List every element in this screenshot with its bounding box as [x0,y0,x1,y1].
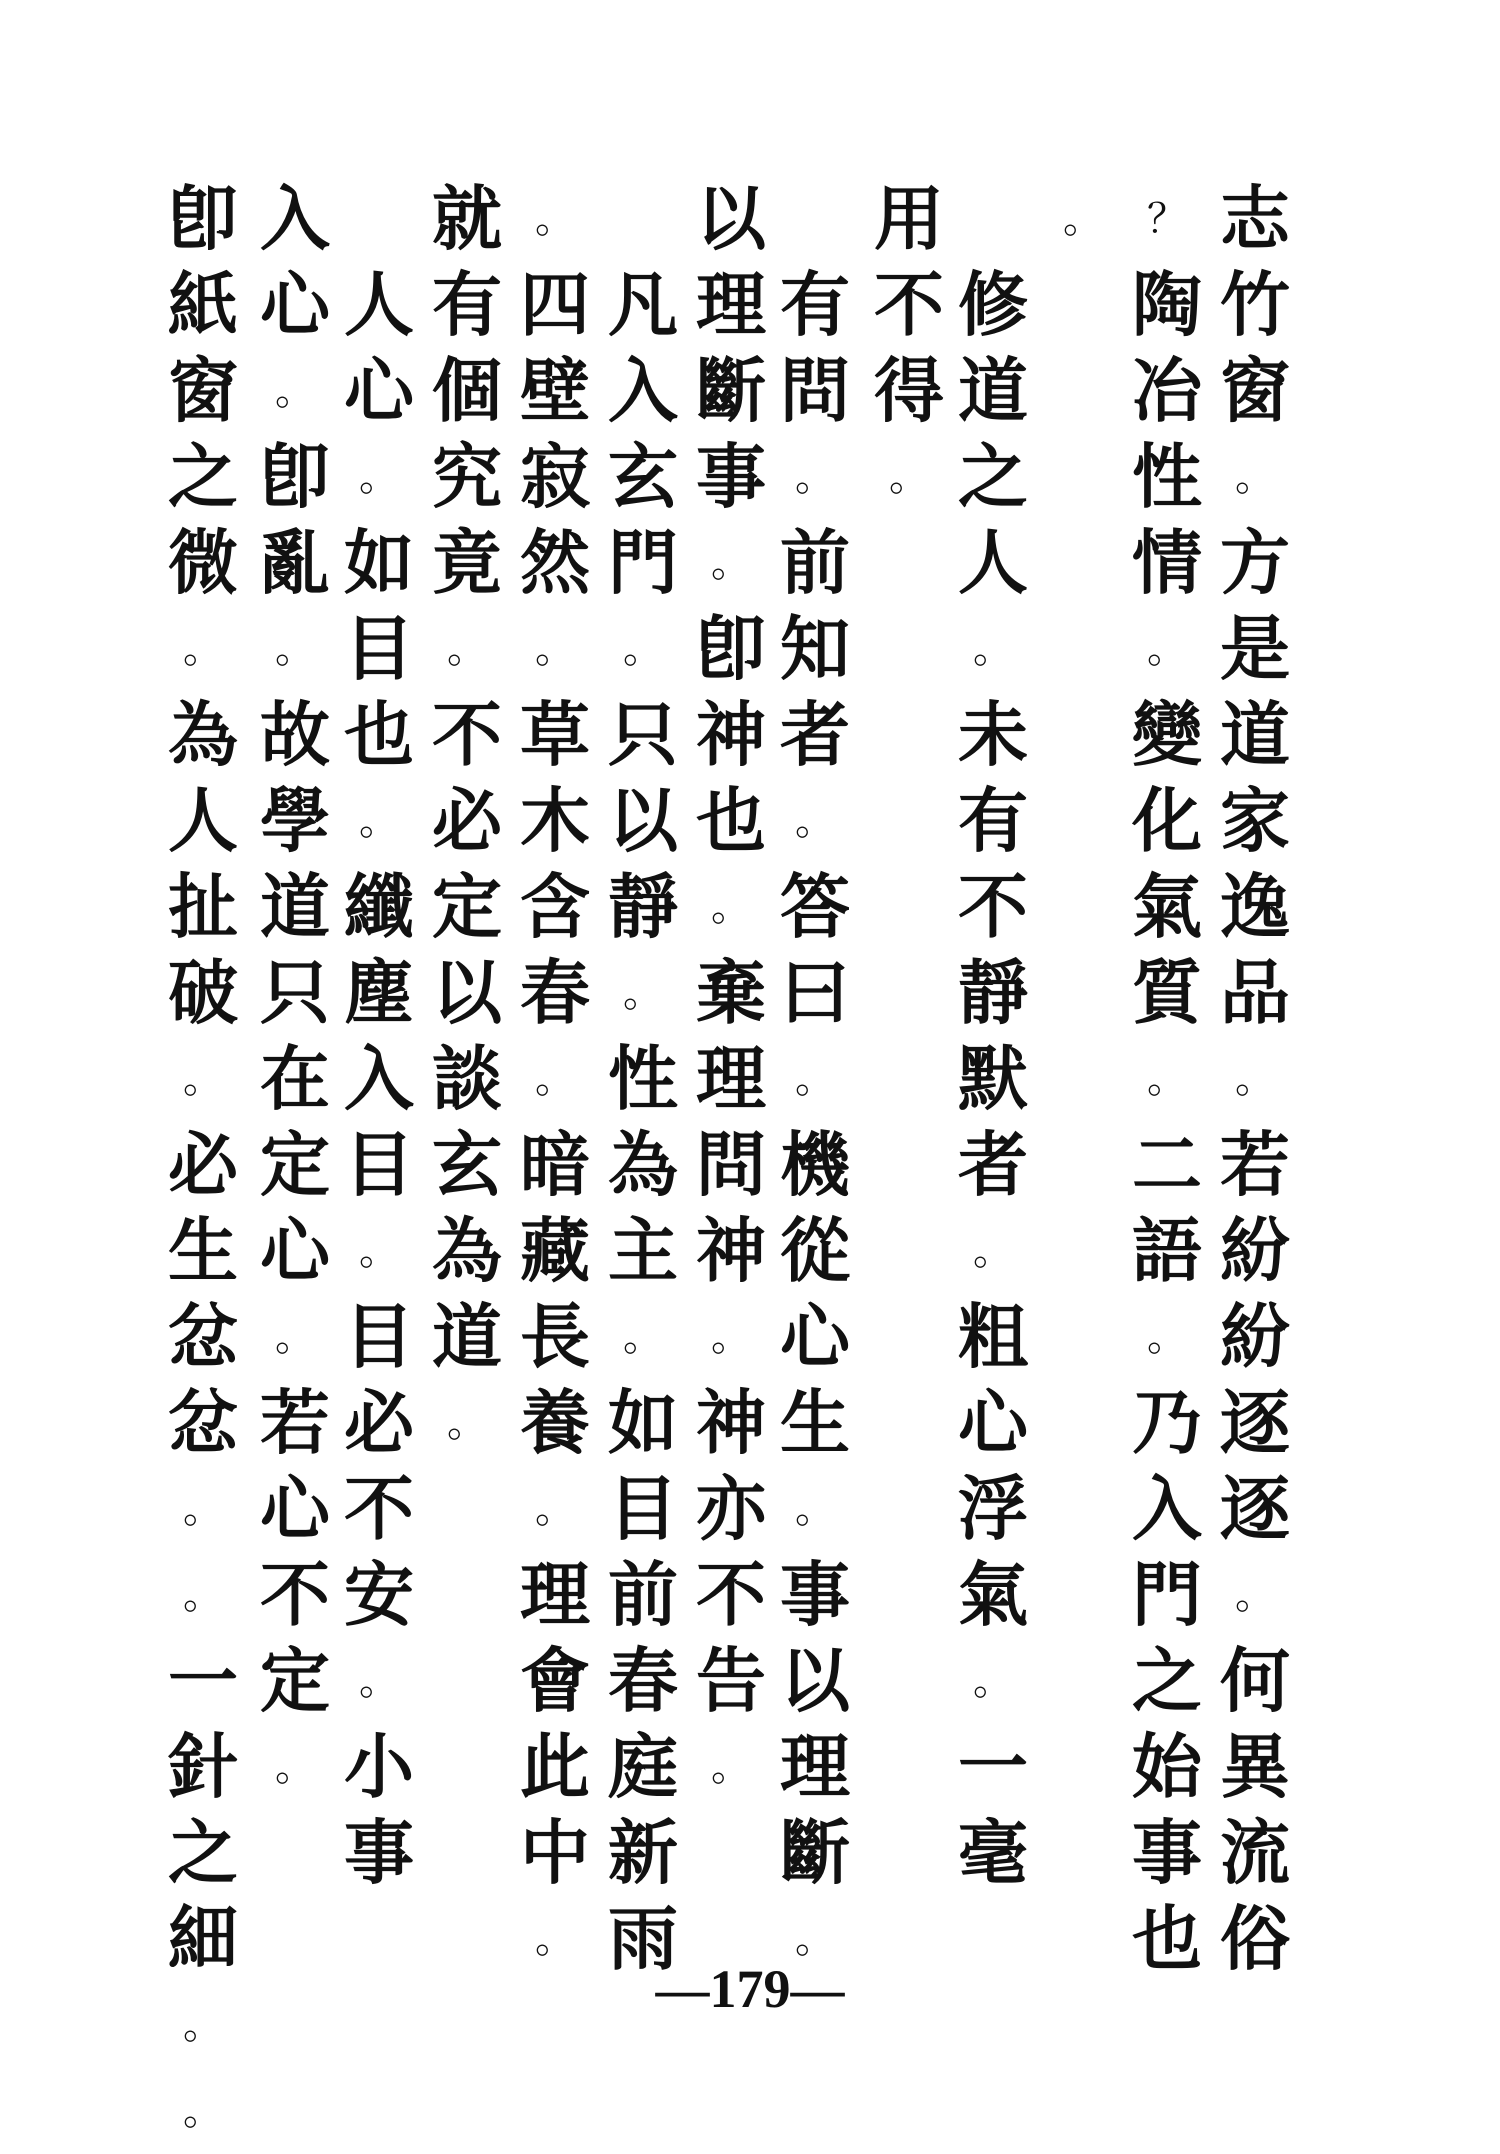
glyph: 。 [973,1658,1013,1704]
text-column [688,176,774,1810]
glyph: 乃 [1132,1381,1202,1464]
glyph: 。 [1147,1056,1187,1102]
glyph: 草 [520,693,590,776]
glyph: 事 [696,435,766,518]
glyph: 化 [1132,779,1202,862]
glyph: 春 [608,1639,678,1722]
glyph: 。 [1235,1056,1275,1102]
glyph: 一 [168,1639,238,1722]
glyph: 。 [535,1916,575,1962]
glyph: 性 [608,1037,678,1120]
glyph: 以 [432,951,502,1034]
glyph: 二 [1132,1123,1202,1206]
glyph: 安 [344,1553,414,1636]
glyph: 志 [1220,177,1290,260]
glyph: 理 [520,1553,590,1636]
glyph: 。 [1063,196,1103,242]
glyph: 此 [520,1725,590,1808]
glyph: 心 [260,263,330,346]
glyph: 藏 [520,1209,590,1292]
glyph: 細 [168,1897,238,1980]
glyph: 亂 [260,521,330,604]
glyph: 事 [1132,1811,1202,1894]
glyph: 。 [275,368,315,414]
glyph: 不 [696,1553,766,1636]
glyph: 雨 [608,1897,678,1980]
glyph: 卽 [168,177,238,260]
text-column [600,262,686,1982]
glyph: 塵 [344,951,414,1034]
glyph: 。 [183,2088,223,2134]
glyph: 暗 [520,1123,590,1206]
glyph: 。 [1147,626,1187,672]
glyph: 者 [958,1123,1028,1206]
glyph: 。 [359,1228,399,1274]
glyph: 。 [447,626,487,672]
glyph: 。 [711,1314,751,1360]
glyph: 故 [260,693,330,776]
glyph: 。 [535,1486,575,1532]
glyph: 有 [432,263,502,346]
glyph: 變 [1132,693,1202,776]
glyph: 道 [432,1295,502,1378]
glyph: 曰 [780,951,850,1034]
glyph: 入 [344,1037,414,1120]
glyph: 得 [874,349,944,432]
glyph: 何 [1220,1639,1290,1722]
glyph: 然 [520,521,590,604]
glyph: 。 [623,626,663,672]
glyph: 方 [1220,521,1290,604]
glyph: 未 [958,693,1028,776]
glyph: 品 [1220,951,1290,1034]
glyph: 定 [432,865,502,948]
glyph: 理 [696,1037,766,1120]
glyph: 學 [260,779,330,862]
glyph: 不 [260,1553,330,1636]
glyph: 卽 [260,435,330,518]
glyph: 門 [608,521,678,604]
glyph: 氣 [958,1553,1028,1636]
glyph: 壁 [520,349,590,432]
text-column [1040,176,1126,262]
glyph: 定 [260,1639,330,1722]
glyph: 。 [711,1744,751,1790]
glyph: 神 [696,1209,766,1292]
glyph: 定 [260,1123,330,1206]
glyph: 。 [275,626,315,672]
glyph: 窗 [168,349,238,432]
glyph: 目 [344,1295,414,1378]
text-column [866,176,952,520]
glyph: 理 [696,263,766,346]
glyph: 一 [958,1725,1028,1808]
glyph: 。 [183,626,223,672]
glyph: 破 [168,951,238,1034]
glyph: 只 [260,951,330,1034]
glyph: 靜 [608,865,678,948]
glyph: 流 [1220,1811,1290,1894]
glyph: 道 [1220,693,1290,776]
glyph: 紙 [168,263,238,346]
glyph: 以 [696,177,766,260]
glyph: 神 [696,1381,766,1464]
text-column [336,262,422,1896]
glyph: 之 [958,435,1028,518]
glyph: 俗 [1220,1897,1290,1980]
glyph: 斷 [780,1811,850,1894]
glyph: 中 [520,1811,590,1894]
glyph: 有 [958,779,1028,862]
glyph: 人 [168,779,238,862]
glyph: 針 [168,1725,238,1808]
glyph: 。 [183,1572,223,1618]
glyph: 主 [608,1209,678,1292]
glyph: 不 [958,865,1028,948]
glyph: 始 [1132,1725,1202,1808]
glyph: 是 [1220,607,1290,690]
glyph: 。 [183,1056,223,1102]
glyph: 陶 [1132,263,1202,346]
glyph: 如 [344,521,414,604]
glyph: 小 [344,1725,414,1808]
text-column [950,262,1036,1896]
glyph: 。 [889,454,929,500]
glyph: 扯 [168,865,238,948]
glyph: 為 [168,693,238,776]
glyph: 情 [1132,521,1202,604]
glyph: 必 [344,1381,414,1464]
glyph: 告 [696,1639,766,1722]
glyph: 之 [168,1811,238,1894]
glyph: 若 [260,1381,330,1464]
glyph: 在 [260,1037,330,1120]
glyph: 。 [795,454,835,500]
glyph: 氣 [1132,865,1202,948]
glyph: 。 [535,626,575,672]
glyph: 性 [1132,435,1202,518]
glyph: 之 [1132,1639,1202,1722]
glyph: 紛 [1220,1209,1290,1292]
glyph: 竟 [432,521,502,604]
glyph: 道 [958,349,1028,432]
glyph: 心 [260,1467,330,1550]
glyph: 逐 [1220,1467,1290,1550]
glyph: 也 [696,779,766,862]
glyph: 問 [780,349,850,432]
glyph: 逐 [1220,1381,1290,1464]
glyph: 。 [973,1228,1013,1274]
glyph: 為 [608,1123,678,1206]
glyph: 窗 [1220,349,1290,432]
glyph: 亦 [696,1467,766,1550]
glyph: 以 [608,779,678,862]
glyph: 心 [260,1209,330,1292]
glyph: 竹 [1220,263,1290,346]
glyph: 。 [447,1400,487,1446]
text-column [512,176,598,1982]
glyph: 棄 [696,951,766,1034]
glyph: 凡 [608,263,678,346]
glyph: 。 [275,1314,315,1360]
glyph: 。 [359,454,399,500]
glyph: 以 [780,1639,850,1722]
glyph: 。 [795,1486,835,1532]
glyph: 養 [520,1381,590,1464]
glyph: 也 [1132,1897,1202,1980]
glyph: 門 [1132,1553,1202,1636]
glyph: 必 [168,1123,238,1206]
glyph: 玄 [608,435,678,518]
glyph: 玄 [432,1123,502,1206]
glyph: 浮 [958,1467,1028,1550]
glyph: 寂 [520,435,590,518]
glyph: 新 [608,1811,678,1894]
glyph: 微 [168,521,238,604]
glyph: 質 [1132,951,1202,1034]
glyph: 人 [344,263,414,346]
glyph: 毫 [958,1811,1028,1894]
glyph: 默 [958,1037,1028,1120]
glyph: 靜 [958,951,1028,1034]
glyph: 。 [973,626,1013,672]
glyph: 。 [711,540,751,586]
glyph: 纖 [344,865,414,948]
glyph: 若 [1220,1123,1290,1206]
glyph: 。 [711,884,751,930]
glyph: 忿 [168,1295,238,1378]
glyph: 不 [432,693,502,776]
glyph: 。 [795,798,835,844]
glyph: 家 [1220,779,1290,862]
glyph: 生 [168,1209,238,1292]
glyph: 逸 [1220,865,1290,948]
page-number: —179— [655,1959,845,2019]
glyph: 前 [608,1553,678,1636]
glyph: 春 [520,951,590,1034]
glyph: 如 [608,1381,678,1464]
glyph: 。 [1235,454,1275,500]
glyph: 心 [780,1295,850,1378]
glyph: 事 [344,1811,414,1894]
glyph: 。 [535,1056,575,1102]
glyph: 紛 [1220,1295,1290,1378]
glyph: 長 [520,1295,590,1378]
glyph: 修 [958,263,1028,346]
glyph: 不 [874,263,944,346]
glyph: 為 [432,1209,502,1292]
glyph: 。 [183,2002,223,2048]
glyph: 個 [432,349,502,432]
glyph: 前 [780,521,850,604]
glyph: 。 [275,1744,315,1790]
glyph: 。 [795,1916,835,1962]
glyph: 目 [608,1467,678,1550]
glyph: 人 [958,521,1028,604]
glyph: 入 [260,177,330,260]
glyph: 四 [520,263,590,346]
text-column [1124,176,1210,1982]
glyph: 入 [608,349,678,432]
glyph: 究 [432,435,502,518]
text-column [424,176,510,1466]
glyph: 知 [780,607,850,690]
glyph: 木 [520,779,590,862]
glyph: 斷 [696,349,766,432]
glyph: 之 [168,435,238,518]
text-column [252,176,338,1810]
glyph: 也 [344,693,414,776]
glyph: 答 [780,865,850,948]
text-column [160,176,246,2154]
glyph: 。 [535,196,575,242]
glyph: 只 [608,693,678,776]
glyph: 神 [696,693,766,776]
glyph: 。 [623,1314,663,1360]
glyph: 有 [780,263,850,346]
glyph: 必 [432,779,502,862]
glyph: 機 [780,1123,850,1206]
glyph: 。 [1235,1572,1275,1618]
glyph: 目 [344,607,414,690]
glyph: 含 [520,865,590,948]
glyph: 。 [359,798,399,844]
glyph: 。 [183,1486,223,1532]
text-column [772,262,858,1982]
glyph: 。 [623,970,663,1016]
glyph: 生 [780,1381,850,1464]
glyph: 者 [780,693,850,776]
glyph: 。 [1147,1314,1187,1360]
glyph: 從 [780,1209,850,1292]
glyph: 用 [874,177,944,260]
glyph: 會 [520,1639,590,1722]
glyph: 入 [1132,1467,1202,1550]
glyph: 。 [359,1658,399,1704]
glyph: 心 [958,1381,1028,1464]
glyph: 忿 [168,1381,238,1464]
glyph: 就 [432,177,502,260]
glyph: ？ [1147,196,1187,242]
glyph: 冶 [1132,349,1202,432]
glyph: 道 [260,865,330,948]
glyph: 語 [1132,1209,1202,1292]
glyph: 事 [780,1553,850,1636]
glyph: 理 [780,1725,850,1808]
glyph: 問 [696,1123,766,1206]
text-column [1212,176,1298,1982]
glyph: 不 [344,1467,414,1550]
glyph: 。 [795,1056,835,1102]
glyph: 心 [344,349,414,432]
glyph: 卽 [696,607,766,690]
glyph: 庭 [608,1725,678,1808]
glyph: 談 [432,1037,502,1120]
glyph: 粗 [958,1295,1028,1378]
glyph: 異 [1220,1725,1290,1808]
glyph: 目 [344,1123,414,1206]
